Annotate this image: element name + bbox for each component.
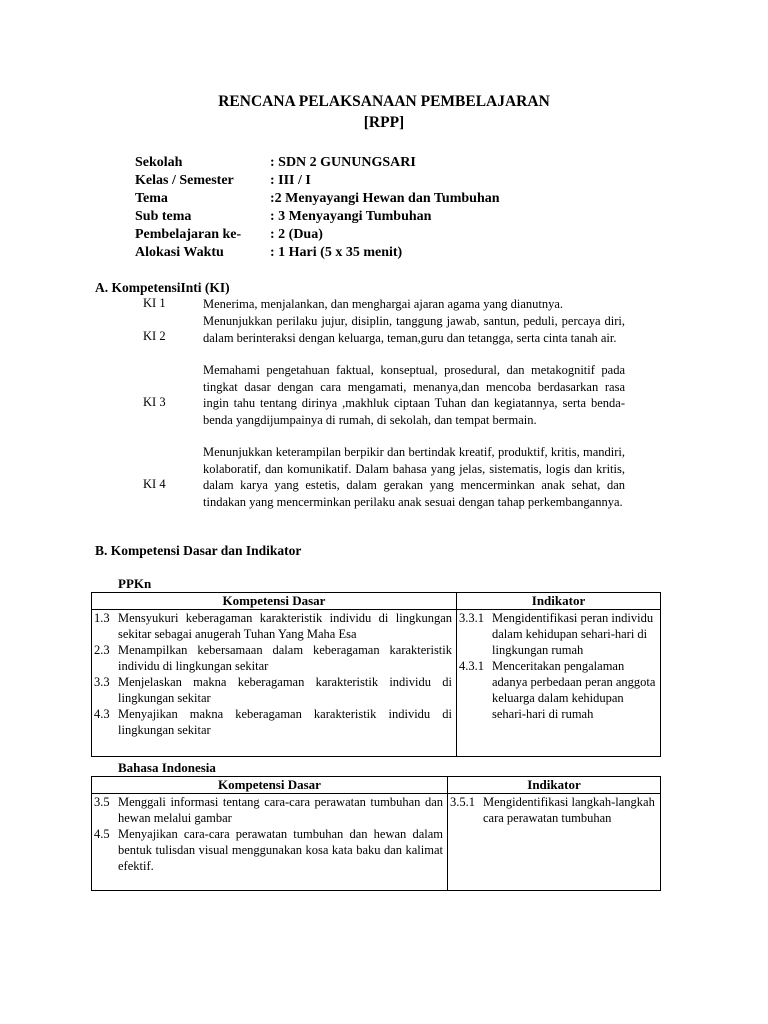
kd-cell xyxy=(92,794,448,891)
info-label-kelas: Kelas / Semester xyxy=(135,173,234,188)
info-value-kelas: : III / I xyxy=(270,173,311,188)
kd-item: 3.3 Menjelaskan makna keberagaman karakteristik individu di lingkungan sekitar xyxy=(94,675,452,705)
kd-item: 4.3 Menyajikan makna keberagaman karakteristik individu di lingkungan sekitar xyxy=(94,707,452,737)
info-value-sekolah: : SDN 2 GUNUNGSARI xyxy=(270,155,416,170)
ki-text: Menerima, menjalankan, dan menghargai ajaran agama yang dianutnya. xyxy=(203,297,564,311)
info-value-alokasi: : 1 Hari (5 x 35 menit) xyxy=(270,245,403,260)
ki-code: KI 1 xyxy=(143,296,166,310)
info-value-pembelajaran: : 2 (Dua) xyxy=(270,227,323,242)
ki-text: Menunjukkan perilaku jujur, disiplin, tanggung jawab, santun, peduli, percaya diri, dalam berinteraksi dengan keluarga, teman,guru dan tetangga, serta cinta tanah air. xyxy=(203,314,625,345)
indikator-item: 3.3.1 Mengidentifikasi peran individu dalam kehidupan sehari-hari di lingkungan rumah xyxy=(459,611,654,657)
info-label-pembelajaran: Pembelajaran ke- xyxy=(135,227,242,242)
info-label-subtema: Sub tema xyxy=(135,209,192,224)
ki-code: KI 3 xyxy=(143,395,166,409)
section-b-heading: B. Kompetensi Dasar dan Indikator xyxy=(95,543,302,558)
subject-title-bahasa-indonesia: Bahasa Indonesia xyxy=(118,760,216,775)
indikator-cell xyxy=(448,794,661,891)
info-value-subtema: : 3 Menyayangi Tumbuhan xyxy=(270,209,432,224)
ki-text: Menunjukkan keterampilan berpikir dan bertindak kreatif, produktif, kritis, mandiri, kolaboratif, dan komunikatif. Dalam bahasa yang jelas, sistematis, logis dan kritis, dalam karya yang estetis, dalam gerakan yang mencerminkan anak sehat, dan tindakan yang mencerminkan perilaku anak sesuai dengan tahap perkembangannya. xyxy=(203,445,625,509)
section-a-heading: A. KompetensiInti (KI) xyxy=(95,280,230,295)
info-label-tema: Tema xyxy=(135,191,168,206)
kd-item: 2.3 Menampilkan kebersamaan dalam keberagaman karakteristik individu di lingkungan sekitar xyxy=(94,643,452,673)
info-label-alokasi: Alokasi Waktu xyxy=(135,245,224,260)
indikator-cell xyxy=(457,610,661,757)
bahasa-indonesia-table xyxy=(91,776,661,891)
column-header-kd: Kompetensi Dasar xyxy=(92,593,457,610)
indikator-item: 4.3.1 Menceritakan pengalaman adanya perbedaan peran anggota keluarga dalam kehidupan sehari-hari di rumah xyxy=(459,659,656,721)
indikator-item: 3.5.1 Mengidentifikasi langkah-langkah cara perawatan tumbuhan xyxy=(450,795,655,825)
column-header-indikator: Indikator xyxy=(448,777,661,794)
kd-item: 4.5 Menyajikan cara-cara perawatan tumbuhan dan hewan dalam bentuk tulisdan visual menggunakan kosa kata baku dan kalimat efektif. xyxy=(94,827,443,873)
column-header-kd: Kompetensi Dasar xyxy=(92,777,448,794)
ki-code: KI 2 xyxy=(143,329,166,343)
subject-title-ppkn: PPKn xyxy=(118,576,152,591)
ppkn-table xyxy=(91,592,661,757)
info-value-tema: :2 Menyayangi Hewan dan Tumbuhan xyxy=(270,191,500,206)
ki-text: Memahami pengetahuan faktual, konseptual, prosedural, dan metakognitif pada tingkat dasar dengan cara mengamati, menanya,dan mencoba berdasarkan rasa ingin tahu tentang dirinya ,makhluk ciptaan Tuhan dan kegiatannya, serta benda-benda yangdijumpainya di rumah, di sekolah, dan tempat bermain. xyxy=(203,363,625,427)
column-header-indikator: Indikator xyxy=(457,593,661,610)
page-subtitle: [RPP] xyxy=(363,114,405,131)
info-label-sekolah: Sekolah xyxy=(135,155,183,170)
kd-item: 3.5 Menggali informasi tentang cara-cara perawatan tumbuhan dan hewan melalui gambar xyxy=(94,795,443,825)
page-title: RENCANA PELAKSANAAN PEMBELAJARAN xyxy=(218,93,550,110)
ki-code: KI 4 xyxy=(143,477,166,491)
kd-cell xyxy=(92,610,457,757)
kd-item: 1.3 Mensyukuri keberagaman karakteristik individu di lingkungan sekitar sebagai anugerah Tuhan Yang Maha Esa xyxy=(94,611,452,641)
